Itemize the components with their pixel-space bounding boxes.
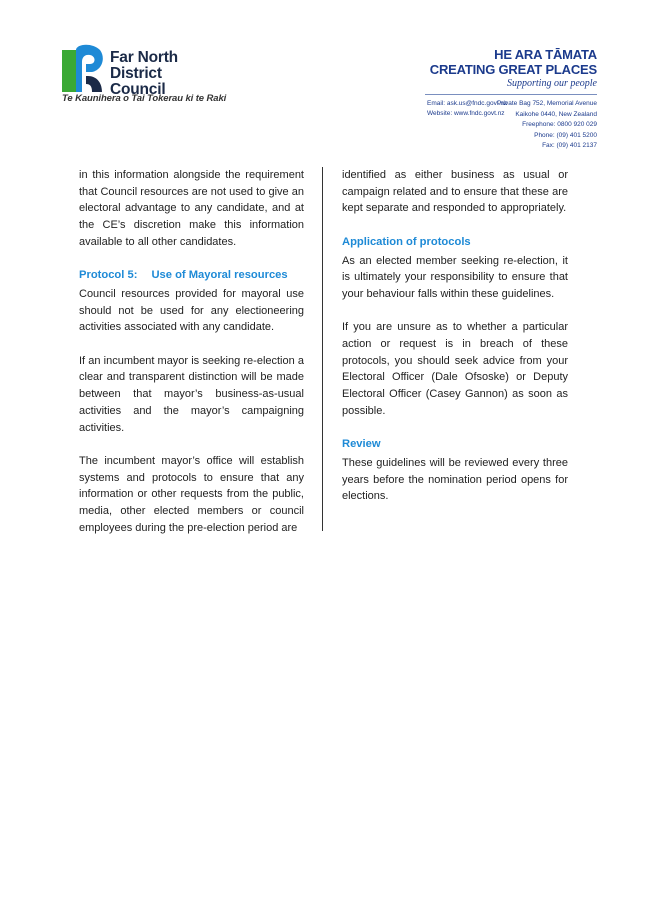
application-heading: Application of protocols [342, 235, 471, 248]
slogan-block [430, 47, 597, 89]
right-column [342, 167, 568, 505]
protocol5-paragraph2: If an incumbent mayor is seeking re-election a clear and transparent distinction will be made between that mayor’s business-as-usual activities and the mayor’s campaigning activities. [79, 354, 304, 434]
review-heading: Review [342, 438, 381, 451]
protocol5-number: Protocol 5: [79, 269, 138, 282]
contact-online [427, 99, 507, 119]
header-rule [425, 94, 597, 95]
council-logo-icon [62, 44, 104, 92]
protocol5-paragraph3: The incumbent mayor’s office will establish systems and protocols to ensure that any information or other requests from the public, media, other elected members or council employees during the pre-election period are [79, 454, 304, 534]
maori-tagline: Te Kaunihera o Tai Tokerau ki te Raki [62, 93, 227, 104]
left-column [79, 167, 304, 536]
protocol5-title: Use of Mayoral resources [151, 269, 288, 282]
contact-freephone: Freephone: 0800 920 029 [522, 121, 597, 128]
application-paragraph1: As an elected member seeking re-election, it is ultimately your responsibility to ensure that your behaviour falls within these guidelines. [342, 254, 568, 300]
council-name [110, 50, 220, 98]
contact-address2: Kaikohe 0440, New Zealand [515, 110, 597, 118]
contact-website[interactable]: Website: www.fndc.govt.nz [427, 110, 505, 117]
left-continued-paragraph: in this information alongside the requirement that Council resources are not used to give an electoral advantage to any candidate, and at the CE’s discretion make this information available to all other candidates. [79, 169, 304, 248]
council-name-line2: District Council [110, 65, 166, 98]
contact-email[interactable]: Email: ask.us@fndc.govt.nz [427, 100, 508, 107]
council-name-line1: Far North [110, 49, 178, 66]
right-continued-paragraph: identified as either business as usual or campaign related and to ensure that these are kept separate and responded to appropriately. [342, 169, 568, 215]
review-paragraph: These guidelines will be reviewed every three years before the nomination period opens for elections. [342, 456, 568, 503]
contact-phone: Phone: (09) 401 5200 [534, 131, 597, 139]
slogan-tagline: Supporting our people [507, 78, 597, 89]
slogan-line1: HE ARA TĀMATA [494, 47, 597, 62]
slogan-line2: CREATING GREAT PLACES [429, 62, 597, 77]
application-paragraph2: If you are unsure as to whether a particular action or request is in breach of these protocols, you should seek advice from your Electoral Officer (Dale Ofsoske) or Deputy Electoral Officer (Casey Gannon) as soon as possible. [342, 321, 568, 417]
contact-fax: Fax: (09) 401 2137 [542, 142, 597, 149]
column-divider [322, 167, 323, 531]
protocol5-heading [79, 267, 304, 284]
contact-postal [497, 99, 597, 152]
contact-address1: Private Bag 752, Memorial Avenue [497, 100, 597, 107]
protocol5-paragraph1: Council resources provided for mayoral use should not be used for any electioneering activities associated with any candidate. [79, 287, 304, 334]
